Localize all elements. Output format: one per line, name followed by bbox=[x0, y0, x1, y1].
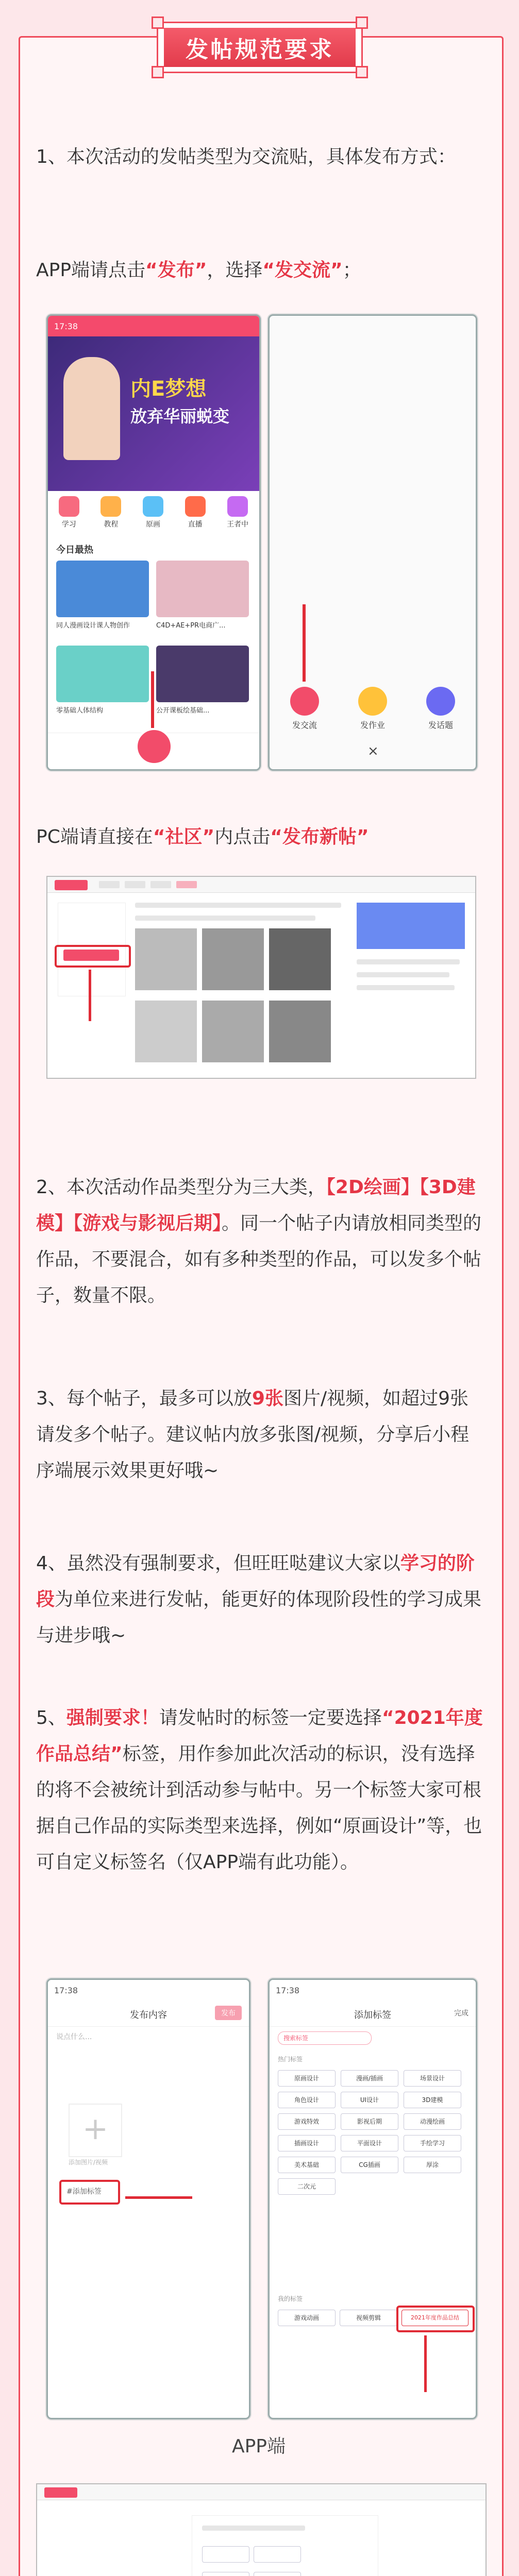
arrow-to-publish bbox=[151, 671, 154, 728]
tag-picker-screenshot bbox=[268, 1978, 477, 2419]
bottom-tabbar bbox=[48, 733, 259, 769]
editor-post-button[interactable]: 发布 bbox=[215, 2006, 242, 2020]
hot-tags-label: 热门标签 bbox=[278, 2056, 303, 2063]
study-icon bbox=[59, 496, 79, 517]
topic-icon bbox=[426, 687, 455, 716]
tag-option[interactable]: 美术基础 bbox=[278, 2157, 336, 2173]
page-title: 发帖规范要求 bbox=[164, 28, 356, 67]
pc-ad-banner[interactable] bbox=[357, 903, 465, 949]
status-bar: 17:38 bbox=[270, 1980, 476, 2001]
site-logo bbox=[55, 880, 88, 890]
tag-done-button[interactable]: 完成 bbox=[454, 2009, 468, 2018]
tag-option[interactable]: 游戏特效 bbox=[278, 2113, 336, 2130]
tag-option[interactable]: 平面设计 bbox=[341, 2135, 398, 2151]
section1-pc-line: PC端请直接在“社区”内点击“发布新帖” bbox=[36, 826, 369, 848]
tag-2021-highlight bbox=[396, 2306, 475, 2332]
add-tag-button[interactable]: #添加标签 bbox=[66, 2188, 102, 2196]
arrow-to-new-post bbox=[89, 970, 91, 1021]
new-post-highlight bbox=[55, 945, 131, 968]
editor-title: 发布内容 bbox=[130, 2010, 167, 2021]
nav-item-study[interactable]: 学习 bbox=[59, 496, 79, 537]
banner-subline: 放弃华丽蜕变 bbox=[130, 406, 230, 426]
publish-options bbox=[290, 687, 455, 731]
section1-intro: 1、本次活动的发帖类型为交流贴，具体发布方式： bbox=[36, 146, 456, 167]
option-homework[interactable]: 发作业 bbox=[358, 687, 387, 731]
pc-community-screenshot bbox=[46, 876, 476, 1079]
live-icon bbox=[185, 496, 206, 517]
post-image-1[interactable] bbox=[135, 928, 197, 990]
tag-option[interactable]: 厚涂 bbox=[404, 2157, 461, 2173]
nav-item-king[interactable]: 王者中 bbox=[227, 496, 248, 537]
status-bar: 17:38 bbox=[48, 316, 259, 336]
course-card-4-title: 公开课板绘基础... bbox=[156, 707, 210, 715]
tag-option[interactable]: UI设计 bbox=[341, 2092, 398, 2108]
tag-option[interactable]: 二次元 bbox=[278, 2178, 336, 2195]
tag-option[interactable]: 3D建模 bbox=[404, 2092, 461, 2108]
close-icon[interactable]: × bbox=[367, 743, 379, 759]
tag-option[interactable]: 场景设计 bbox=[404, 2070, 461, 2087]
tag-option[interactable]: 动漫绘画 bbox=[404, 2113, 461, 2130]
nav-item-art[interactable]: 原画 bbox=[143, 496, 163, 537]
banner-headline: 内E梦想 bbox=[130, 377, 207, 401]
homework-icon bbox=[358, 687, 387, 716]
editor-header bbox=[48, 2001, 249, 2027]
tag-option[interactable]: 手绘学习 bbox=[404, 2135, 461, 2151]
app-caption: APP端 bbox=[231, 2436, 286, 2457]
art-icon bbox=[143, 496, 163, 517]
publish-menu-screenshot bbox=[268, 314, 477, 771]
add-media-plus-icon[interactable]: + bbox=[69, 2104, 122, 2157]
section5-text: 5、强制要求！请发帖时的标签一定要选择“2021年度作品总结”标签，用作参加此次活动的标识，没有选择的将不会被统计到活动参与帖中。另一个标签大家可根据自己作品的实际类型来选择，例如“原画设计”等，也可自定义标签名（仅APP端有此功能）。 bbox=[36, 1707, 483, 1873]
custom-tag-2[interactable]: 视频剪辑 bbox=[340, 2310, 397, 2326]
app-home-screenshot bbox=[46, 314, 261, 771]
tag-option[interactable]: 原画设计 bbox=[278, 2070, 336, 2087]
section2-text: 2、本次活动作品类型分为三大类，【2D绘画】【3D建模】【游戏与影视后期】。同一个帖子内请放相同类型的作品，不要混合，如有多种类型的作品，可以发多个帖子，数量不限。 bbox=[36, 1177, 482, 1306]
post-editor-screenshot bbox=[46, 1978, 250, 2419]
course-card-1-title: 同人漫画设计课人物创作 bbox=[56, 622, 130, 630]
tag-option[interactable]: 漫画/插画 bbox=[341, 2070, 398, 2087]
course-card-2-image[interactable] bbox=[156, 561, 249, 617]
post-image-4[interactable] bbox=[135, 1001, 197, 1062]
exchange-icon bbox=[290, 687, 319, 716]
post-image-6[interactable] bbox=[269, 1001, 331, 1062]
tag-2021-summary[interactable]: 2021年度作品总结 bbox=[401, 2310, 468, 2326]
post-image-2[interactable] bbox=[202, 928, 264, 990]
post-image-5[interactable] bbox=[202, 1001, 264, 1062]
option-topic[interactable]: 发话题 bbox=[426, 687, 455, 731]
section3-text: 3、每个帖子，最多可以放9张图片/视频，如超过9张请发多个帖子。建议帖内放多张图/视频，分享后小程序端展示效果更好哦~ bbox=[36, 1388, 470, 1481]
course-card-4-image[interactable] bbox=[156, 646, 249, 702]
course-card-3-image[interactable] bbox=[56, 646, 149, 702]
arrow-to-exchange bbox=[303, 604, 306, 682]
status-bar: 17:38 bbox=[48, 1980, 249, 2001]
tutorial-icon bbox=[101, 496, 121, 517]
option-exchange[interactable]: 发交流 bbox=[290, 687, 319, 731]
tag-option[interactable]: 影视后期 bbox=[341, 2113, 398, 2130]
arrow-to-add-tag bbox=[125, 2196, 192, 2199]
tag-option[interactable]: 角色设计 bbox=[278, 2092, 336, 2108]
banner bbox=[48, 336, 259, 491]
section4-text: 4、虽然没有强制要求，但旺旺哒建议大家以学习的阶段为单位来进行发帖，能更好的体现阶段性的学习成果与进步哦~ bbox=[36, 1553, 482, 1646]
editor-text-placeholder[interactable]: 说点什么... bbox=[56, 2033, 92, 2041]
arrow-to-2021-tag bbox=[424, 2335, 427, 2392]
publish-button[interactable] bbox=[136, 728, 173, 765]
tag-search-input[interactable]: 搜索标签 bbox=[278, 2031, 372, 2045]
custom-tags-label: 我的标签 bbox=[278, 2295, 303, 2302]
add-tag-highlight bbox=[59, 2180, 120, 2205]
tag-option[interactable]: 插画设计 bbox=[278, 2135, 336, 2151]
course-card-1-image[interactable] bbox=[56, 561, 149, 617]
site-logo bbox=[44, 2487, 77, 2498]
tag-title: 添加标签 bbox=[354, 2010, 391, 2021]
pc-tag-dialog bbox=[192, 2515, 378, 2576]
add-media-label: 添加图片/视频 bbox=[69, 2159, 108, 2166]
post-image-3[interactable] bbox=[269, 928, 331, 990]
king-icon bbox=[227, 496, 248, 517]
course-card-2-title: C4D+AE+PR电商广... bbox=[156, 622, 226, 630]
pc-tag-screenshot bbox=[36, 2483, 487, 2576]
section1-app-line: APP端请点击“发布”，选择“发交流”； bbox=[36, 260, 361, 281]
banner-person bbox=[63, 357, 120, 460]
today-hot-title: 今日最热 bbox=[56, 545, 93, 555]
tag-header bbox=[270, 2001, 476, 2027]
nav-icons bbox=[48, 496, 259, 537]
custom-tag-1[interactable]: 游戏动画 bbox=[278, 2310, 336, 2326]
tag-option[interactable]: CG插画 bbox=[341, 2157, 398, 2173]
title-badge bbox=[157, 22, 363, 73]
nav-item-tutorial[interactable]: 教程 bbox=[101, 496, 121, 537]
course-card-3-title: 零基础人体结构 bbox=[56, 707, 104, 715]
nav-item-live[interactable]: 直播 bbox=[185, 496, 206, 537]
